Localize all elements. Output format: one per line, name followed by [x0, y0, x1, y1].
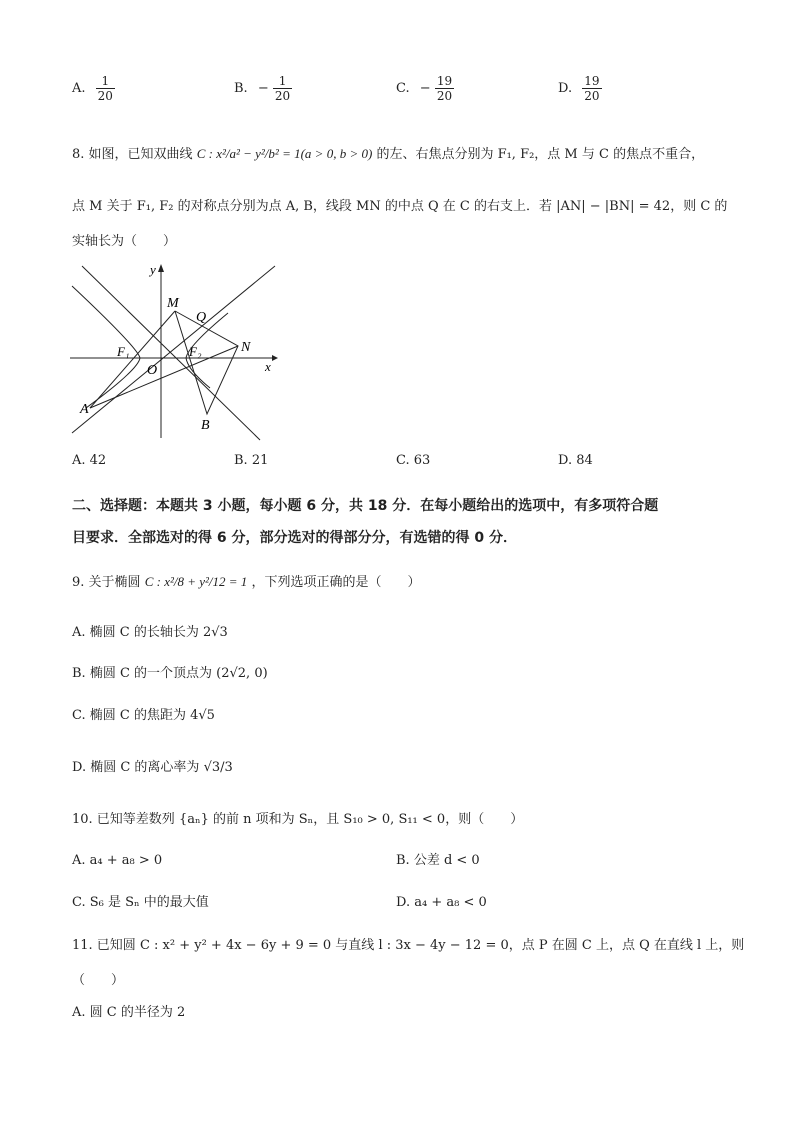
- q10-option-d: D. a₄ + a₈ < 0: [396, 895, 487, 910]
- q8-option-a: A. 42: [72, 453, 107, 468]
- label-x: x: [265, 359, 271, 374]
- label-Q: Q: [196, 310, 207, 325]
- segment-AN: [90, 346, 238, 408]
- x-axis-arrow: [272, 355, 278, 361]
- q9-option-c: C. 椭圆 C 的焦距为 4√5: [72, 708, 215, 723]
- q9-option-b: B. 椭圆 C 的一个顶点为 (2√2, 0): [72, 666, 268, 681]
- label-M: M: [167, 296, 179, 311]
- label-A: A: [80, 402, 89, 417]
- label-F2: F₂: [189, 344, 202, 359]
- label-F1: F₁: [117, 344, 130, 359]
- q8-option-d: D. 84: [558, 453, 593, 468]
- q7-option-b: B. − $\frac{1}{20}$: [234, 74, 291, 103]
- q9-option-d: D. 椭圆 C 的离心率为 √3/3: [72, 760, 233, 775]
- label-N: N: [241, 340, 251, 355]
- q11-stem: 11. 已知圆 C : x² + y² + 4x − 6y + 9 = 0 与直线 l : 3x − 4y − 12 = 0，点 P 在圆 C 上，点 Q 在直线 l 上，则: [72, 938, 745, 953]
- q10-option-a: A. a₄ + a₈ > 0: [72, 853, 163, 868]
- q7-option-c: C. − $\frac{19}{20}$: [396, 74, 453, 103]
- label-y: y: [150, 262, 156, 277]
- y-axis-arrow: [158, 264, 164, 272]
- q10-option-c: C. S₆ 是 Sₙ 中的最大值: [72, 895, 209, 910]
- q8-stem-line2: 点 M 关于 F₁, F₂ 的对称点分别为点 A, B，线段 MN 的中点 Q 在 C 的右支上．若 |AN| − |BN| = 42，则 C 的: [72, 199, 728, 214]
- hyperbola-figure: [60, 258, 290, 448]
- q7-option-d: D. $\frac{19}{20}$: [558, 74, 600, 103]
- q10-stem: 10. 已知等差数列 {aₙ} 的前 n 项和为 Sₙ，且 S₁₀ > 0, S₁₁ < 0，则（ ）: [72, 812, 524, 827]
- segment-MNB: [175, 311, 238, 414]
- section2-heading-line2: 目要求．全部选对的得 6 分，部分选对的得部分分，有选错的得 0 分．: [72, 530, 517, 546]
- q8-option-c: C. 63: [396, 453, 431, 468]
- q7-option-a: A. $\frac{1}{20}$: [72, 74, 113, 103]
- asymptote-2: [82, 266, 260, 440]
- q9-option-a: A. 椭圆 C 的长轴长为 2√3: [72, 625, 228, 640]
- label-B: B: [201, 418, 210, 433]
- q9-stem: 9. 关于椭圆 C : x²/8 + y²/12 = 1 ，下列选项正确的是（ ）: [72, 574, 421, 590]
- q8-stem-line3: 实轴长为（ ）: [72, 234, 177, 249]
- q8-stem-line1: 8. 如图，已知双曲线 C : x²/a² − y²/b² = 1(a > 0, b > 0) 的左、右焦点分别为 F₁, F₂，点 M 与 C 的焦点不重合，: [72, 146, 705, 162]
- q11-option-a: A. 圆 C 的半径为 2: [72, 1005, 186, 1020]
- q10-option-b: B. 公差 d < 0: [396, 853, 480, 868]
- q8-option-b: B. 21: [234, 453, 269, 468]
- segment-MA: [90, 311, 175, 408]
- section2-heading-line1: 二、选择题：本题共 3 小题，每小题 6 分，共 18 分．在每小题给出的选项中，有多项符合题: [72, 498, 659, 514]
- q11-paren: （ ）: [72, 973, 125, 988]
- label-O: O: [147, 363, 158, 378]
